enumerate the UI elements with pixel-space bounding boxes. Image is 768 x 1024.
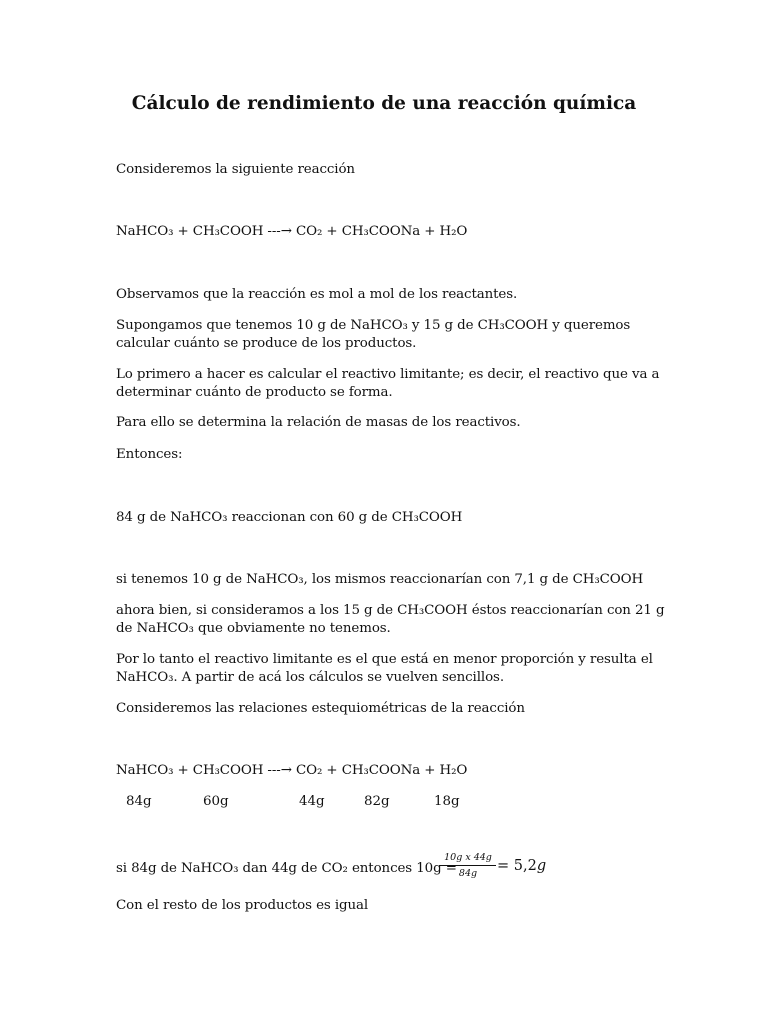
paragraph-suppose-line1: Supongamos que tenemos 10 g de NaHCO₃ y 15 g de CH₃COOH y queremos xyxy=(116,318,631,333)
paragraph-conclusion-line2: NaHCO₃. A partir de acá los cálculos se vuelven sencillos. xyxy=(116,670,504,685)
paragraph-84g: 84 g de NaHCO₃ reaccionan con 60 g de CH₃COOH xyxy=(116,510,463,525)
paragraph-rest: Con el resto de los productos es igual xyxy=(116,898,369,913)
paragraph-then: Entonces: xyxy=(116,447,183,462)
calculation-text: si 84g de NaHCO₃ dan 44g de CO₂ entonces 10g = xyxy=(116,861,457,876)
mass-nahco3: 84g xyxy=(126,794,152,809)
reaction-equation-2: NaHCO₃ + CH₃COOH ---→ CO₂ + CH₃COONa + H₂O xyxy=(116,763,468,778)
mass-h2o: 18g xyxy=(434,794,460,809)
paragraph-conclusion-line1: Por lo tanto el reactivo limitante es el que está en menor proporción y resulta el xyxy=(116,652,653,667)
reaction-equation: NaHCO₃ + CH₃COOH ---→ CO₂ + CH₃COONa + H₂O xyxy=(116,224,468,239)
paragraph-limiting-line2: determinar cuánto de producto se forma. xyxy=(116,385,393,400)
mass-ch3cooh: 60g xyxy=(203,794,229,809)
mass-ch3coona: 82g xyxy=(364,794,390,809)
paragraph-stoichiometry: Consideremos las relaciones estequiométricas de la reacción xyxy=(116,701,525,716)
paragraph-15g-line1: ahora bien, si consideramos a los 15 g de CH₃COOH éstos reaccionarían con 21 g xyxy=(116,603,665,618)
result-unit: g xyxy=(536,858,547,874)
result-value: 5,2 xyxy=(513,858,537,874)
mass-co2: 44g xyxy=(299,794,325,809)
fraction xyxy=(440,852,496,879)
paragraph-10g: si tenemos 10 g de NaHCO₃, los mismos reaccionarían con 7,1 g de CH₃COOH xyxy=(116,572,644,587)
fraction-numerator: 10g x 44g xyxy=(440,852,496,866)
document-title: Cálculo de rendimiento de una reacción química xyxy=(131,93,637,114)
fraction-denominator: 84g xyxy=(458,868,478,879)
paragraph-15g-line2: de NaHCO₃ que obviamente no tenemos. xyxy=(116,621,391,636)
paragraph-mol-ratio: Observamos que la reacción es mol a mol de los reactantes. xyxy=(116,287,518,302)
intro-text: Consideremos la siguiente reacción xyxy=(116,162,355,177)
equals-sign: = xyxy=(497,858,510,874)
paragraph-suppose-line2: calcular cuánto se produce de los productos. xyxy=(116,336,417,351)
paragraph-mass-ratio: Para ello se determina la relación de masas de los reactivos. xyxy=(116,415,521,430)
calculation-result xyxy=(497,858,546,874)
paragraph-limiting-line1: Lo primero a hacer es calcular el reactivo limitante; es decir, el reactivo que va a xyxy=(116,367,660,382)
